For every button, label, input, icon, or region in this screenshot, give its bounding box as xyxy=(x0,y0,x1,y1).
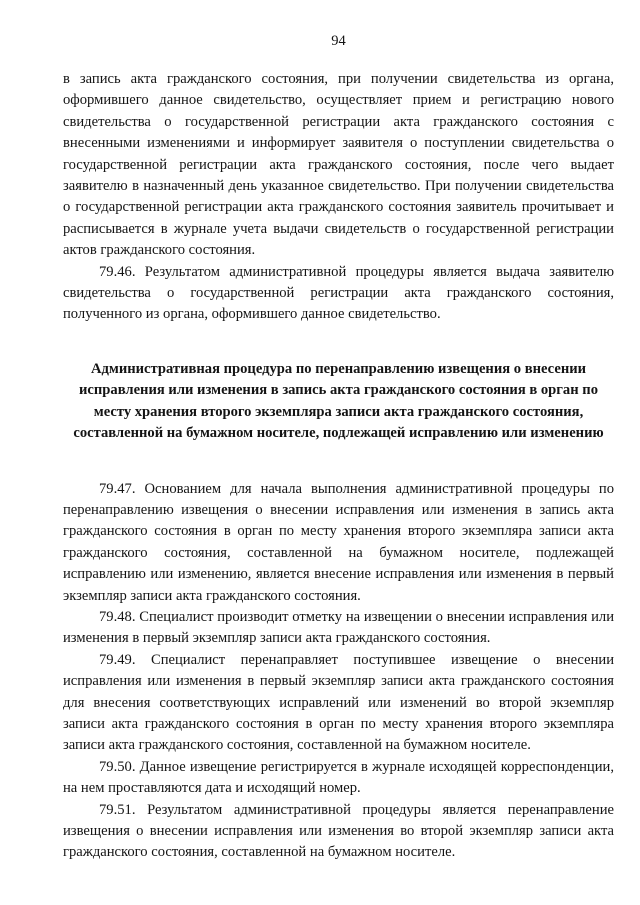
paragraph-continuation: в запись акта гражданского состояния, при получении свидетельства из органа, оформившего данное свидетельство, осуществляет прием и регистрацию нового свидетельства о государственной регистрации акта гражданского состояния с внесенными изменениями и информирует заявителя о поступлении свидетельства о государственной регистрации акта гражданского состояния, после чего выдает заявителю в назначенный день указанное свидетельство. При получении свидетельства о государственной регистрации акта гражданского состояния заявитель прочитывает и расписывается в журнале учета выдачи свидетельств о государственной регистрации актов гражданского состояния. xyxy=(63,71,614,259)
paragraph-79-50: 79.50. Данное извещение регистрируется в журнале исходящей корреспонденции, на нем проставляются дата и исходящий номер. xyxy=(63,758,614,797)
paragraph-79-51: 79.51. Результатом административной процедуры является перенаправление извещения о внесении исправления или изменения во второй экземпляр записи акта гражданского состояния, составленной на бумажном носителе. xyxy=(63,801,614,861)
paragraph-79-49: 79.49. Специалист перенаправляет поступившее извещение о внесении исправления или изменения в первый экземпляр записи акта гражданского состояния для внесения соответствующих исправлений или изменений во второй экземпляр записи акта гражданского состояния в орган по месту хранения второго экземпляра записи акта гражданского состояния, составленной на бумажном носителе. xyxy=(63,651,614,754)
section-title: Административная процедура по перенаправлению извещения о внесении исправления или изменения в запись акта гражданского состояния в орган по месту хранения второго экземпляра записи акта гражданского состояния, составленной на бумажном носителе, подлежащей исправлению или изменению xyxy=(73,360,604,442)
paragraph-79-48: 79.48. Специалист производит отметку на извещении о внесении исправления или изменения в первый экземпляр записи акта гражданского состояния. xyxy=(63,608,614,647)
paragraph-79-46: 79.46. Результатом административной процедуры является выдача заявителю свидетельства о государственной регистрации акта гражданского состояния, полученного из органа, оформившего данное свидетельство. xyxy=(63,263,614,323)
page-number: 94 xyxy=(331,33,346,49)
paragraph-79-47: 79.47. Основанием для начала выполнения административной процедуры по перенаправлению извещения о внесении исправления или изменения в запись акта гражданского состояния в орган по месту хранения второго экземпляра записи акта гражданского состояния, составленной на бумажном носителе, подлежащей исправлению или изменению, является внесение исправления или изменения в первый экземпляр записи акта гражданского состояния. xyxy=(63,480,614,604)
document-page xyxy=(63,32,614,864)
